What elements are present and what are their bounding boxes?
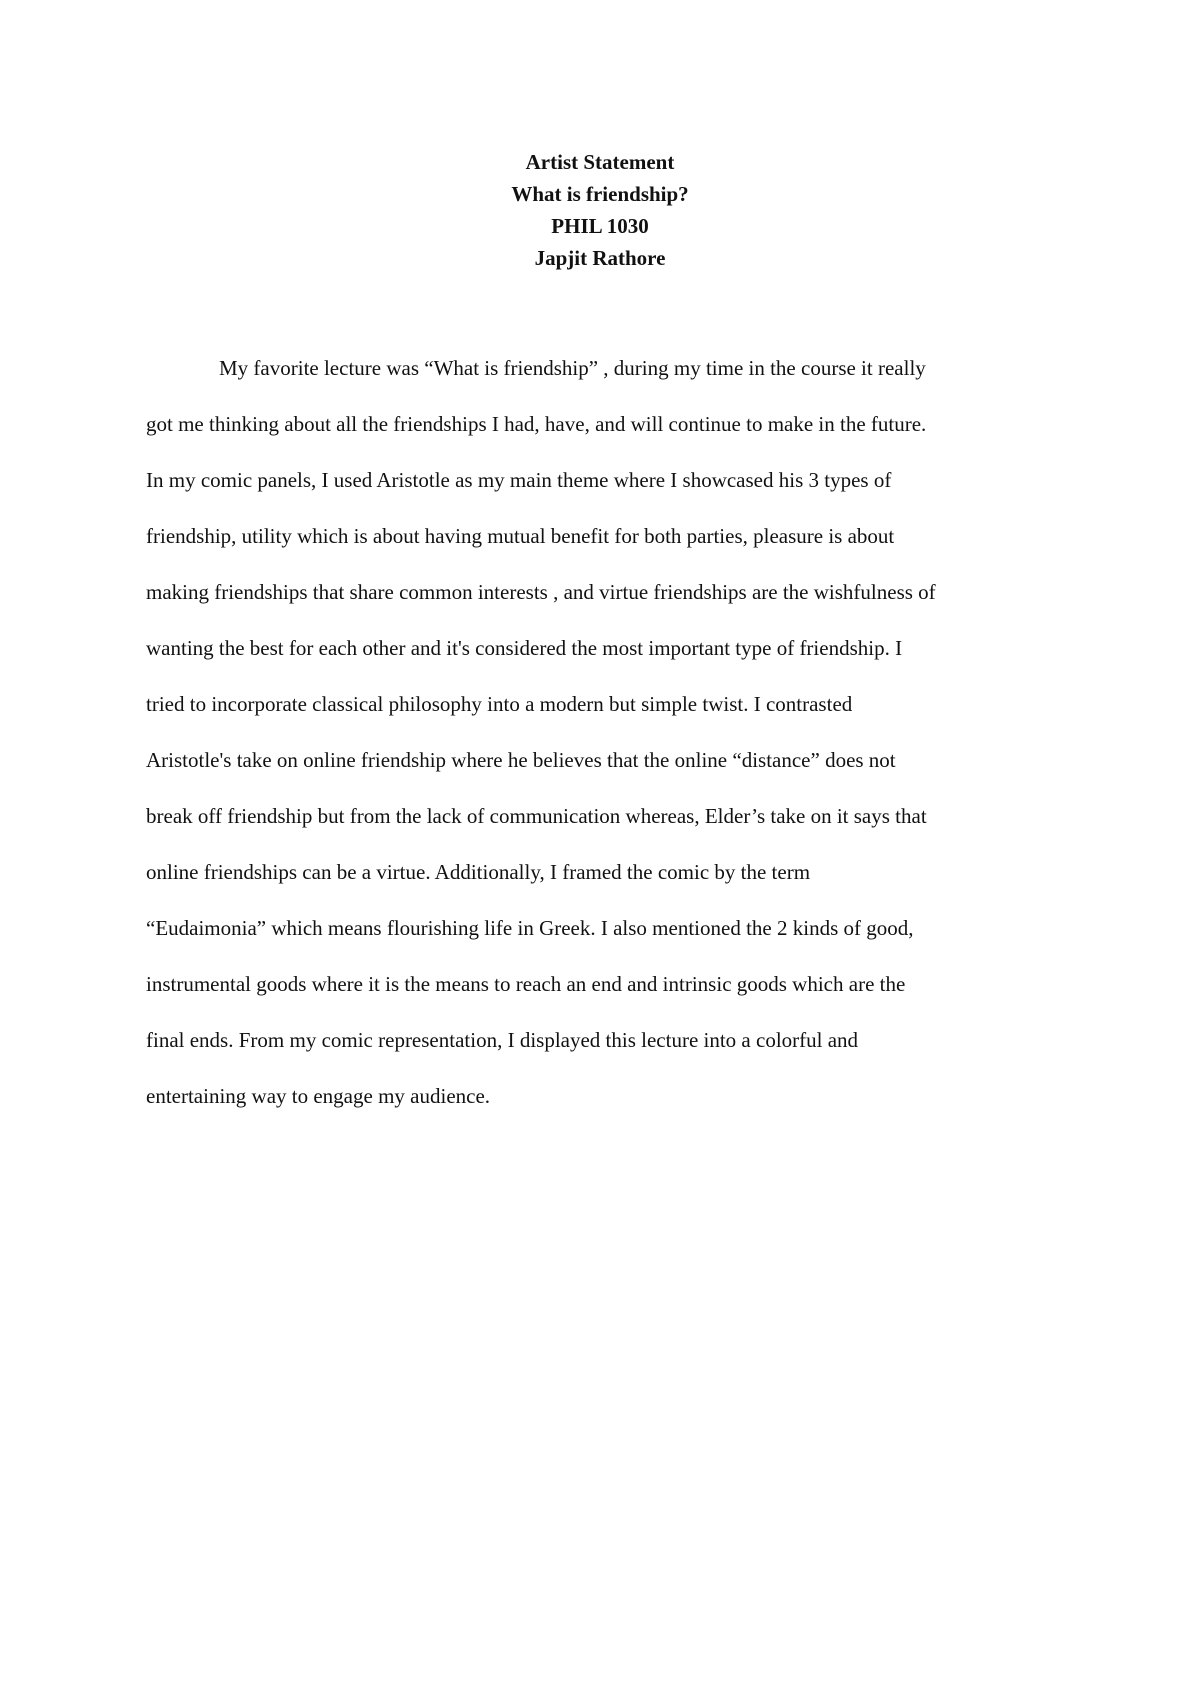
- body-paragraph: [146, 352, 1066, 1136]
- paragraph-line: making friendships that share common interests , and virtue friendships are the wishfulness of: [146, 580, 936, 604]
- paragraph-line: entertaining way to engage my audience.: [146, 1084, 491, 1108]
- author-name: Japjit Rathore: [534, 246, 666, 270]
- paragraph-line: In my comic panels, I used Aristotle as my main theme where I showcased his 3 types of: [146, 468, 892, 492]
- document-title: Artist Statement: [525, 150, 675, 174]
- paragraph-line: “Eudaimonia” which means flourishing life in Greek. I also mentioned the 2 kinds of good,: [146, 916, 914, 940]
- paragraph-line: My favorite lecture was “What is friendship” , during my time in the course it really: [219, 356, 926, 380]
- paragraph-line: break off friendship but from the lack of communication whereas, Elder’s take on it says that: [146, 804, 927, 828]
- document-header: [0, 146, 1200, 274]
- paragraph-line: wanting the best for each other and it's considered the most important type of friendship. I: [146, 636, 903, 660]
- paragraph-line: tried to incorporate classical philosophy into a modern but simple twist. I contrasted: [146, 692, 853, 716]
- paragraph-line: friendship, utility which is about having mutual benefit for both parties, pleasure is about: [146, 524, 895, 548]
- paragraph-line: instrumental goods where it is the means to reach an end and intrinsic goods which are the: [146, 972, 906, 996]
- document-subtitle: What is friendship?: [511, 182, 689, 206]
- paragraph-line: online friendships can be a virtue. Additionally, I framed the comic by the term: [146, 860, 811, 884]
- paragraph-line: final ends. From my comic representation, I displayed this lecture into a colorful and: [146, 1028, 859, 1052]
- paragraph-line: got me thinking about all the friendships I had, have, and will continue to make in the future.: [146, 412, 927, 436]
- paragraph-line: Aristotle's take on online friendship where he believes that the online “distance” does not: [146, 748, 896, 772]
- course-code: PHIL 1030: [551, 214, 649, 238]
